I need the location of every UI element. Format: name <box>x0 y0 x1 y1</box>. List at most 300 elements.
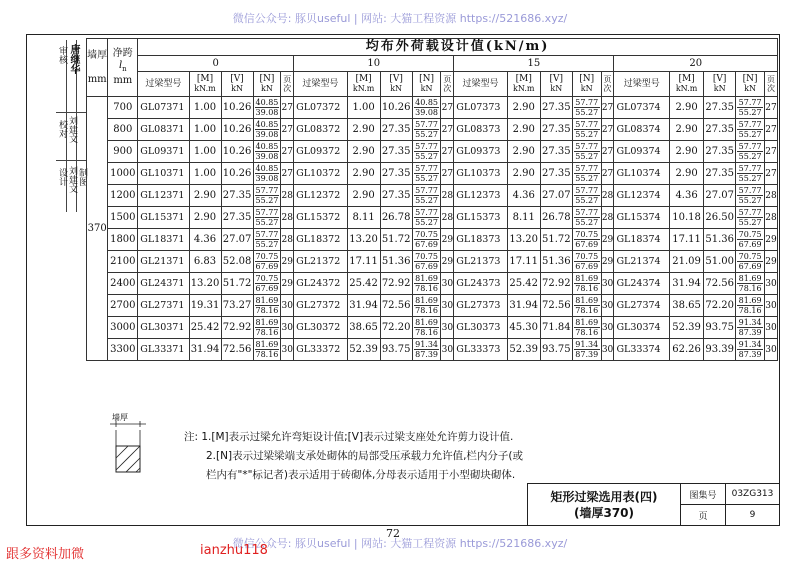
bearing-capacity-fraction <box>572 185 601 207</box>
signoff-design-label: 设计 <box>57 168 67 186</box>
subheader-n-2: [N] kN <box>572 72 601 97</box>
shear-value: 71.84 <box>540 317 572 339</box>
bearing-block-value: 55.27 <box>575 130 599 139</box>
bearing-brick-value: 57.77 <box>415 164 439 173</box>
bearing-block-value: 55.27 <box>738 130 762 139</box>
bearing-brick-value: 70.75 <box>255 252 279 261</box>
bearing-block-value: 78.16 <box>415 306 439 315</box>
moment-value: 17.11 <box>347 251 380 273</box>
bearing-brick-value: 57.77 <box>415 120 439 129</box>
shear-value: 72.56 <box>380 295 412 317</box>
bearing-block-value: 55.27 <box>738 152 762 161</box>
lintel-code: GL10374 <box>614 163 670 185</box>
bearing-block-value: 55.27 <box>575 152 599 161</box>
bearing-block-value: 67.69 <box>415 240 439 249</box>
lintel-code: GL24371 <box>138 273 189 295</box>
bearing-brick-value: 81.69 <box>575 274 599 283</box>
bearing-brick-value: 40.85 <box>415 98 439 107</box>
moment-value: 8.11 <box>347 207 380 229</box>
lintel-code: GL12374 <box>614 185 670 207</box>
span-value: 2400 <box>108 273 138 295</box>
moment-value: 2.90 <box>669 119 703 141</box>
bearing-capacity-fraction <box>412 207 441 229</box>
signoff-review-label: 审核 <box>57 46 67 64</box>
lintel-code: GL15372 <box>294 207 347 229</box>
moment-value: 25.42 <box>507 273 540 295</box>
page-ref: 29 <box>601 229 614 251</box>
lintel-code: GL30374 <box>614 317 670 339</box>
bearing-block-value: 67.69 <box>415 262 439 271</box>
lintel-code: GL12373 <box>454 185 507 207</box>
page-ref: 27 <box>765 163 778 185</box>
bearing-block-value: 87.39 <box>575 350 599 359</box>
subheader-n-0: [N] kN <box>253 72 281 97</box>
shear-value: 51.72 <box>380 229 412 251</box>
bearing-capacity-fraction <box>253 273 281 295</box>
moment-value: 52.39 <box>347 339 380 361</box>
bearing-capacity-fraction <box>572 295 601 317</box>
lintel-code: GL21371 <box>138 251 189 273</box>
drawing-title-line1: 矩形过梁选用表(四) <box>550 489 658 504</box>
bearing-capacity-fraction <box>736 295 765 317</box>
lintel-code: GL09374 <box>614 141 670 163</box>
page-ref: 27 <box>281 141 294 163</box>
lintel-code: GL24372 <box>294 273 347 295</box>
lintel-code: GL09371 <box>138 141 189 163</box>
shear-value: 27.35 <box>704 97 736 119</box>
span-value: 1500 <box>108 207 138 229</box>
bearing-capacity-fraction <box>412 317 441 339</box>
moment-value: 1.00 <box>189 97 221 119</box>
shear-value: 72.20 <box>704 295 736 317</box>
bearing-capacity-fraction <box>412 119 441 141</box>
bearing-block-value: 78.16 <box>255 328 279 337</box>
bearing-block-value: 55.27 <box>575 218 599 227</box>
shear-value: 10.26 <box>221 141 253 163</box>
lintel-code: GL18372 <box>294 229 347 251</box>
bearing-block-value: 87.39 <box>738 350 762 359</box>
bearing-capacity-fraction <box>412 251 441 273</box>
moment-value: 62.26 <box>669 339 703 361</box>
span-value: 3300 <box>108 339 138 361</box>
lintel-code: GL10373 <box>454 163 507 185</box>
page-ref: 30 <box>281 295 294 317</box>
drawing-title <box>528 484 681 525</box>
moment-value: 31.94 <box>189 339 221 361</box>
bearing-block-value: 78.16 <box>738 306 762 315</box>
bearing-block-value: 78.16 <box>575 284 599 293</box>
table-row <box>87 251 778 273</box>
bearing-capacity-fraction <box>253 97 281 119</box>
note-1: 注: 1.[M]表示过梁允许弯矩设计值;[V]表示过梁支座处允许剪力设计值. <box>184 431 514 443</box>
bearing-capacity-fraction <box>736 97 765 119</box>
lintel-code: GL24373 <box>454 273 507 295</box>
subheader-m-0: [M] kN.m <box>189 72 221 97</box>
page-ref: 30 <box>441 295 454 317</box>
bearing-block-value: 55.27 <box>575 108 599 117</box>
subheader-code-0: 过梁型号 <box>138 72 189 97</box>
moment-value: 2.90 <box>507 141 540 163</box>
moment-value: 1.00 <box>189 163 221 185</box>
lintel-selection-table <box>86 38 778 361</box>
atlas-value: 03ZG313 <box>726 484 779 505</box>
table-row <box>87 185 778 207</box>
bearing-capacity-fraction <box>572 251 601 273</box>
moment-value: 25.42 <box>189 317 221 339</box>
subheader-page-1: 页次 <box>441 72 454 97</box>
bearing-capacity-fraction <box>253 339 281 361</box>
page-ref: 28 <box>281 229 294 251</box>
bearing-capacity-fraction <box>253 185 281 207</box>
bearing-brick-value: 91.34 <box>575 340 599 349</box>
bearing-capacity-fraction <box>736 229 765 251</box>
bearing-brick-value: 81.69 <box>575 296 599 305</box>
notes <box>184 428 523 485</box>
bearing-capacity-fraction <box>736 163 765 185</box>
bearing-capacity-fraction <box>736 339 765 361</box>
lintel-code: GL33373 <box>454 339 507 361</box>
shear-value: 10.26 <box>380 97 412 119</box>
wall-section-diagram <box>106 412 150 486</box>
page-ref: 27 <box>601 97 614 119</box>
moment-value: 13.20 <box>347 229 380 251</box>
lintel-code: GL30373 <box>454 317 507 339</box>
bearing-capacity-fraction <box>253 163 281 185</box>
moment-value: 45.30 <box>507 317 540 339</box>
bearing-brick-value: 70.75 <box>575 230 599 239</box>
bearing-capacity-fraction <box>412 97 441 119</box>
page-value: 9 <box>749 510 756 520</box>
bearing-brick-value: 70.75 <box>255 274 279 283</box>
drawing-title-line2: (墙厚370) <box>573 505 635 520</box>
subheader-page-3: 页次 <box>765 72 778 97</box>
bearing-capacity-fraction <box>253 295 281 317</box>
page-ref: 28 <box>765 185 778 207</box>
bearing-capacity-fraction <box>412 185 441 207</box>
lintel-code: GL18371 <box>138 229 189 251</box>
bearing-brick-value: 40.85 <box>255 142 279 151</box>
shear-value: 27.35 <box>221 185 253 207</box>
bearing-brick-value: 57.77 <box>575 164 599 173</box>
shear-value: 27.07 <box>704 185 736 207</box>
bearing-capacity-fraction <box>572 119 601 141</box>
moment-value: 31.94 <box>669 273 703 295</box>
moment-value: 1.00 <box>189 141 221 163</box>
moment-value: 2.90 <box>507 163 540 185</box>
promo-text-left: 跟多资料加微 <box>6 547 85 562</box>
page-ref: 30 <box>765 317 778 339</box>
bearing-brick-value: 57.77 <box>738 120 762 129</box>
lintel-code: GL10372 <box>294 163 347 185</box>
bearing-brick-value: 70.75 <box>575 252 599 261</box>
table-row <box>87 339 778 361</box>
subheader-code-3: 过梁型号 <box>614 72 670 97</box>
page-ref: 29 <box>281 273 294 295</box>
shear-value: 73.27 <box>221 295 253 317</box>
shear-value: 27.35 <box>380 141 412 163</box>
shear-value: 27.35 <box>704 163 736 185</box>
moment-value: 31.94 <box>347 295 380 317</box>
bearing-brick-value: 40.85 <box>255 120 279 129</box>
bearing-brick-value: 81.69 <box>255 318 279 327</box>
lintel-code: GL33374 <box>614 339 670 361</box>
bearing-brick-value: 57.77 <box>575 98 599 107</box>
load-value-15: 15 <box>454 56 614 72</box>
page-ref: 30 <box>601 273 614 295</box>
bearing-brick-value: 70.75 <box>415 230 439 239</box>
bearing-block-value: 39.08 <box>255 108 279 117</box>
page-ref: 29 <box>765 229 778 251</box>
bearing-block-value: 78.16 <box>415 328 439 337</box>
bearing-brick-value: 57.77 <box>738 98 762 107</box>
bearing-capacity-fraction <box>412 339 441 361</box>
bearing-block-value: 87.39 <box>415 350 439 359</box>
bearing-capacity-fraction <box>736 141 765 163</box>
page-ref: 28 <box>281 207 294 229</box>
moment-value: 25.42 <box>347 273 380 295</box>
page-ref: 30 <box>601 339 614 361</box>
bearing-brick-value: 57.77 <box>575 142 599 151</box>
bearing-brick-value: 81.69 <box>255 340 279 349</box>
bearing-block-value: 87.39 <box>738 328 762 337</box>
page-ref: 28 <box>765 207 778 229</box>
bearing-capacity-fraction <box>736 207 765 229</box>
lintel-code: GL15374 <box>614 207 670 229</box>
bearing-capacity-fraction <box>736 317 765 339</box>
lintel-code: GL30371 <box>138 317 189 339</box>
lintel-code: GL09372 <box>294 141 347 163</box>
bearing-block-value: 78.16 <box>415 284 439 293</box>
atlas-label: 图集号 <box>681 484 726 505</box>
lintel-code: GL21374 <box>614 251 670 273</box>
lintel-code: GL08372 <box>294 119 347 141</box>
table-row <box>87 273 778 295</box>
shear-value: 27.07 <box>221 229 253 251</box>
bearing-brick-value: 81.69 <box>575 318 599 327</box>
page-number: 72 <box>386 527 400 540</box>
bearing-capacity-fraction <box>253 317 281 339</box>
page-ref: 27 <box>765 119 778 141</box>
bearing-block-value: 55.27 <box>255 240 279 249</box>
shear-value: 26.78 <box>540 207 572 229</box>
bearing-block-value: 55.27 <box>738 108 762 117</box>
bearing-capacity-fraction <box>572 273 601 295</box>
page-ref: 27 <box>601 119 614 141</box>
subheader-v-1: [V] kN <box>380 72 412 97</box>
span-value: 1800 <box>108 229 138 251</box>
bearing-block-value: 55.27 <box>415 218 439 227</box>
moment-value: 2.90 <box>669 141 703 163</box>
moment-value: 19.31 <box>189 295 221 317</box>
bearing-brick-value: 81.69 <box>738 274 762 283</box>
table-row <box>87 141 778 163</box>
moment-value: 2.90 <box>507 97 540 119</box>
shear-value: 51.36 <box>540 251 572 273</box>
page-ref: 30 <box>441 339 454 361</box>
bearing-block-value: 55.27 <box>738 174 762 183</box>
moment-value: 1.00 <box>189 119 221 141</box>
subheader-n-1: [N] kN <box>412 72 441 97</box>
wall-thickness-header: 墙厚 mm <box>87 39 108 97</box>
lintel-code: GL08373 <box>454 119 507 141</box>
moment-value: 2.90 <box>347 163 380 185</box>
bearing-brick-value: 57.77 <box>738 164 762 173</box>
page-ref: 27 <box>765 97 778 119</box>
page-ref: 27 <box>281 119 294 141</box>
moment-value: 17.11 <box>507 251 540 273</box>
signoff-draw-label: 制图 <box>77 168 87 186</box>
page-ref: 27 <box>765 141 778 163</box>
bearing-brick-value: 70.75 <box>738 230 762 239</box>
span-value: 1200 <box>108 185 138 207</box>
shear-value: 93.39 <box>704 339 736 361</box>
subheader-v-3: [V] kN <box>704 72 736 97</box>
lintel-code: GL27371 <box>138 295 189 317</box>
bearing-capacity-fraction <box>572 229 601 251</box>
wall-thickness-value: 370 <box>87 97 108 361</box>
bearing-brick-value: 57.77 <box>738 142 762 151</box>
bearing-brick-value: 57.77 <box>575 208 599 217</box>
bearing-block-value: 67.69 <box>255 284 279 293</box>
shear-value: 93.75 <box>540 339 572 361</box>
lintel-code: GL30372 <box>294 317 347 339</box>
moment-value: 10.18 <box>669 207 703 229</box>
moment-value: 2.90 <box>669 97 703 119</box>
page-ref: 28 <box>281 185 294 207</box>
shear-value: 10.26 <box>221 97 253 119</box>
page-ref: 27 <box>441 163 454 185</box>
page-ref: 28 <box>601 207 614 229</box>
shear-value: 51.72 <box>540 229 572 251</box>
page-ref: 30 <box>281 339 294 361</box>
lintel-code: GL12372 <box>294 185 347 207</box>
bearing-block-value: 78.16 <box>255 350 279 359</box>
lintel-code: GL18374 <box>614 229 670 251</box>
shear-value: 52.08 <box>221 251 253 273</box>
bearing-brick-value: 40.85 <box>255 98 279 107</box>
bearing-block-value: 78.16 <box>575 306 599 315</box>
moment-value: 8.11 <box>507 207 540 229</box>
page-ref: 30 <box>765 339 778 361</box>
subheader-v-0: [V] kN <box>221 72 253 97</box>
bearing-brick-value: 57.77 <box>738 186 762 195</box>
table-row <box>87 97 778 119</box>
subheader-page-0: 页次 <box>281 72 294 97</box>
shear-value: 10.26 <box>221 163 253 185</box>
page-ref: 27 <box>281 163 294 185</box>
lintel-code: GL21372 <box>294 251 347 273</box>
promo-text-right: ianzhu118 <box>200 543 268 558</box>
bearing-block-value: 78.16 <box>255 306 279 315</box>
shear-value: 27.35 <box>704 119 736 141</box>
page-ref: 27 <box>281 97 294 119</box>
bearing-brick-value: 57.77 <box>255 186 279 195</box>
load-title: 均布外荷载设计值(kN/m) <box>138 39 778 56</box>
signoff-strip <box>56 40 87 212</box>
page-ref: 28 <box>441 207 454 229</box>
lintel-code: GL15373 <box>454 207 507 229</box>
load-value-10: 10 <box>294 56 454 72</box>
shear-value: 51.36 <box>380 251 412 273</box>
moment-value: 2.90 <box>189 185 221 207</box>
bearing-brick-value: 57.77 <box>415 186 439 195</box>
shear-value: 27.07 <box>540 185 572 207</box>
bearing-block-value: 55.27 <box>415 174 439 183</box>
span-value: 1000 <box>108 163 138 185</box>
lintel-code: GL07372 <box>294 97 347 119</box>
bearing-block-value: 67.69 <box>255 262 279 271</box>
shear-value: 51.72 <box>221 273 253 295</box>
bearing-brick-value: 57.77 <box>575 186 599 195</box>
page-ref: 28 <box>441 185 454 207</box>
bearing-capacity-fraction <box>253 251 281 273</box>
moment-value: 2.90 <box>669 163 703 185</box>
subheader-m-2: [M] kN.m <box>507 72 540 97</box>
diagram-label: 墙厚 <box>112 413 128 422</box>
moment-value: 2.90 <box>507 119 540 141</box>
moment-value: 52.39 <box>507 339 540 361</box>
subheader-v-2: [V] kN <box>540 72 572 97</box>
signoff-design-name: 刘建文 <box>67 166 77 193</box>
moment-value: 2.90 <box>347 185 380 207</box>
subheader-code-2: 过梁型号 <box>454 72 507 97</box>
shear-value: 72.92 <box>221 317 253 339</box>
lintel-code: GL33371 <box>138 339 189 361</box>
shear-value: 26.78 <box>380 207 412 229</box>
moment-value: 1.00 <box>347 97 380 119</box>
span-value: 700 <box>108 97 138 119</box>
shear-value: 27.35 <box>704 141 736 163</box>
moment-value: 13.20 <box>189 273 221 295</box>
shear-value: 72.56 <box>221 339 253 361</box>
bearing-block-value: 39.08 <box>255 174 279 183</box>
bearing-capacity-fraction <box>253 141 281 163</box>
bearing-block-value: 55.27 <box>415 152 439 161</box>
lintel-code: GL27372 <box>294 295 347 317</box>
lintel-code: GL15371 <box>138 207 189 229</box>
signoff-check-label: 校对 <box>57 120 67 138</box>
page-ref: 27 <box>601 141 614 163</box>
moment-value: 31.94 <box>507 295 540 317</box>
bearing-capacity-fraction <box>412 141 441 163</box>
page-ref: 30 <box>765 295 778 317</box>
bearing-capacity-fraction <box>736 251 765 273</box>
table-row <box>87 163 778 185</box>
bearing-block-value: 55.27 <box>415 130 439 139</box>
bearing-brick-value: 91.34 <box>738 318 762 327</box>
page-ref: 30 <box>601 295 614 317</box>
lintel-code: GL08371 <box>138 119 189 141</box>
span-value: 900 <box>108 141 138 163</box>
moment-value: 4.36 <box>189 229 221 251</box>
shear-value: 93.75 <box>704 317 736 339</box>
table-row <box>87 207 778 229</box>
table-row <box>87 229 778 251</box>
page-label: 页 <box>681 505 726 525</box>
moment-value: 21.09 <box>669 251 703 273</box>
table-row <box>87 295 778 317</box>
bearing-capacity-fraction <box>736 119 765 141</box>
title-block <box>527 483 779 525</box>
shear-value: 26.50 <box>704 207 736 229</box>
page-ref: 28 <box>601 185 614 207</box>
note-3: 栏内有"*"标记者)表示适用于砖砌体,分母表示适用于小型砌块砌体. <box>206 469 516 481</box>
bearing-block-value: 67.69 <box>738 240 762 249</box>
load-value-0: 0 <box>138 56 294 72</box>
page-ref: 30 <box>441 317 454 339</box>
bearing-block-value: 67.69 <box>575 262 599 271</box>
page-ref: 29 <box>441 229 454 251</box>
